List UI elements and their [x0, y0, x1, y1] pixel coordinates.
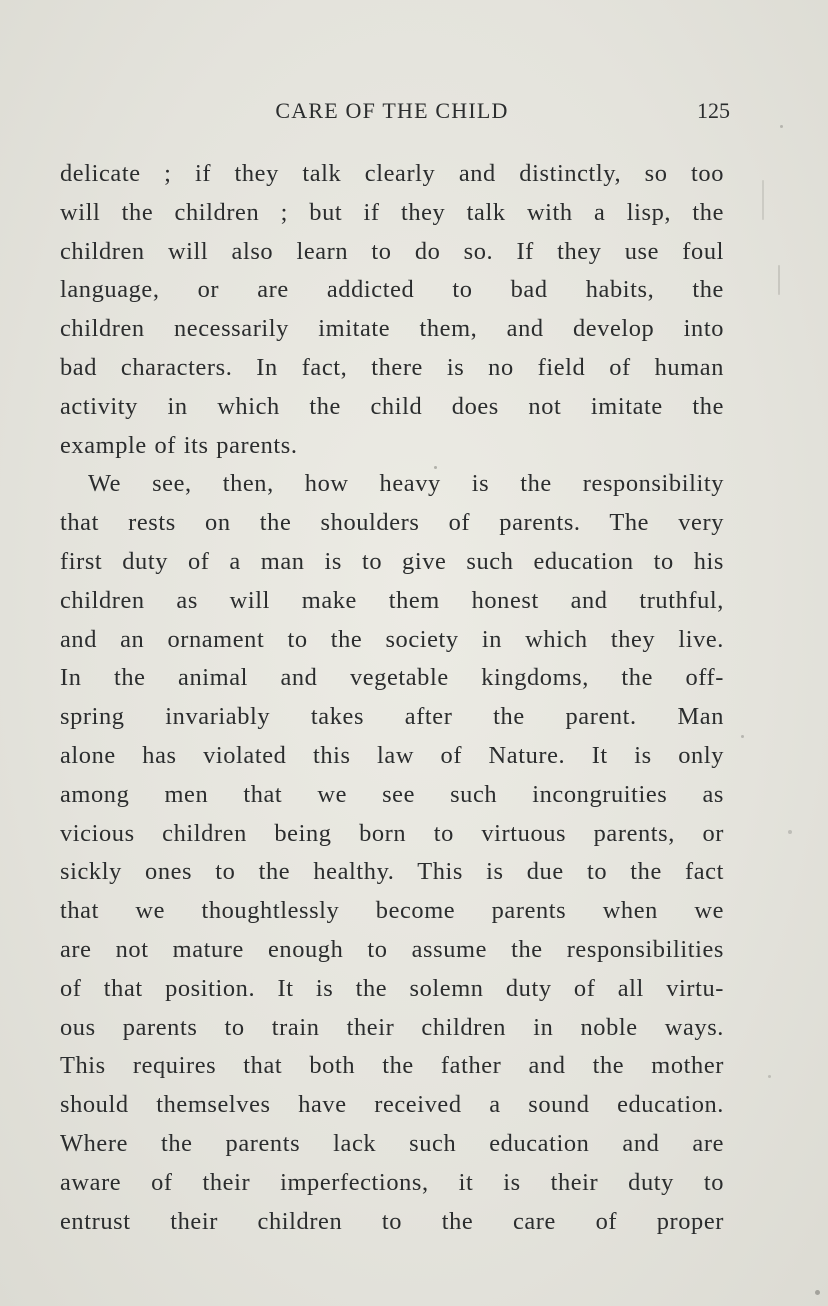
text-line: should themselves have received a sound education.: [60, 1091, 724, 1119]
text-line: children will also learn to do so. If they use foul: [60, 237, 724, 265]
text-line: language, or are addicted to bad habits, the: [60, 276, 724, 304]
text-line: example of its parents.: [60, 431, 298, 459]
text-line: first duty of a man is to give such education to his: [60, 547, 724, 575]
text-line: activity in which the child does not imitate the: [60, 392, 724, 420]
text-line: and an ornament to the society in which they live.: [60, 625, 724, 653]
text-line: of that position. It is the solemn duty of all virtu-: [60, 974, 724, 1002]
text-line: vicious children being born to virtuous parents, or: [60, 819, 724, 847]
text-line: are not mature enough to assume the responsibilities: [60, 935, 724, 963]
text-line: This requires that both the father and the mother: [60, 1052, 724, 1080]
page-header: [60, 96, 730, 126]
text-line: ous parents to train their children in noble ways.: [60, 1013, 724, 1041]
paper-speck: [815, 1290, 820, 1295]
text-line: among men that we see such incongruities as: [60, 780, 724, 808]
text-line: children necessarily imitate them, and develop into: [60, 315, 724, 343]
text-line: that rests on the shoulders of parents. The very: [60, 509, 724, 537]
running-head: CARE OF THE CHILD: [275, 98, 509, 123]
text-line: delicate ; if they talk clearly and distinctly, so too: [60, 160, 724, 187]
text-line: aware of their imperfections, it is their duty to: [60, 1168, 724, 1196]
text-line: sickly ones to the healthy. This is due to the fact: [60, 858, 724, 886]
paper-speck: [434, 466, 437, 469]
paper-speck: [788, 830, 792, 834]
body-text: [60, 155, 724, 1241]
paper-speck: [768, 1075, 771, 1078]
text-line: In the animal and vegetable kingdoms, the off-: [60, 664, 724, 692]
text-line: that we thoughtlessly become parents when we: [60, 897, 724, 925]
text-line: We see, then, how heavy is the responsibility: [88, 470, 724, 498]
paper-speck: [762, 180, 764, 220]
text-line: bad characters. In fact, there is no field of human: [60, 353, 724, 381]
page-number: 125: [697, 98, 730, 123]
text-line: children as will make them honest and truthful,: [60, 586, 724, 614]
paper-speck: [780, 125, 783, 128]
paper-speck: [741, 735, 744, 738]
text-line: will the children ; but if they talk with a lisp, the: [60, 198, 724, 226]
text-line: alone has violated this law of Nature. It is only: [60, 741, 724, 769]
paper-speck: [778, 265, 780, 295]
text-line: Where the parents lack such education and are: [60, 1129, 724, 1157]
text-line: entrust their children to the care of proper: [60, 1207, 724, 1235]
text-line: spring invariably takes after the parent. Man: [60, 703, 724, 731]
